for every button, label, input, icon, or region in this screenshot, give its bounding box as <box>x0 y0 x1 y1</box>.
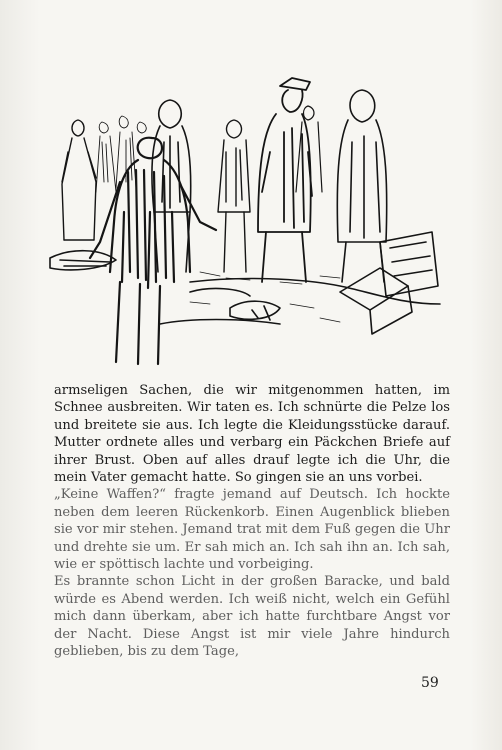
paragraph-1: armseligen Sachen, die wir mitgenommen hatten, im Schnee ausbreiten. Wir taten es. Ich schnürte die Pelze los und breitete sie aus. Ich legte die Kleidungsstücke darauf. Mutter ordnete alles und verbarg ein Päckchen Briefe auf ihrer Brust. Oben auf alles drauf legte ich die Uhr, die mein Vater gemacht hatte. So gingen sie an uns vorbei. <box>54 383 450 486</box>
ink-illustration <box>40 72 450 372</box>
body-text <box>54 382 450 661</box>
figure-child <box>218 120 250 272</box>
page-number: 59 <box>421 675 439 691</box>
figure-woman-right <box>337 90 386 282</box>
paragraph-3: Es brannte schon Licht in der großen Baracke, und bald würde es Abend werden. Ich weiß nicht, welch ein Gefühl mich dann überkam, aber ich hatte furchtbare Angst vor der Nacht. Diese Angst ist mir viele Jahre hindurch geblieben, bis zu dem Tage, <box>54 574 450 660</box>
figure-woman-left <box>62 120 96 240</box>
paragraph-2: „Keine Waffen?“ fragte jemand auf Deutsch. Ich hockte neben dem leeren Rückenkorb. Einen Augenblick blieben sie vor mir stehen. Jemand trat mit dem Fuß gegen die Uhr und drehte sie um. Er sah mich an. Ich sah ihn an. Ich sah, wie er spöttisch lachte und vorbeiging. <box>54 487 450 573</box>
figure-woman-headscarf <box>152 100 191 272</box>
figure-soldier-foreground <box>90 138 216 364</box>
